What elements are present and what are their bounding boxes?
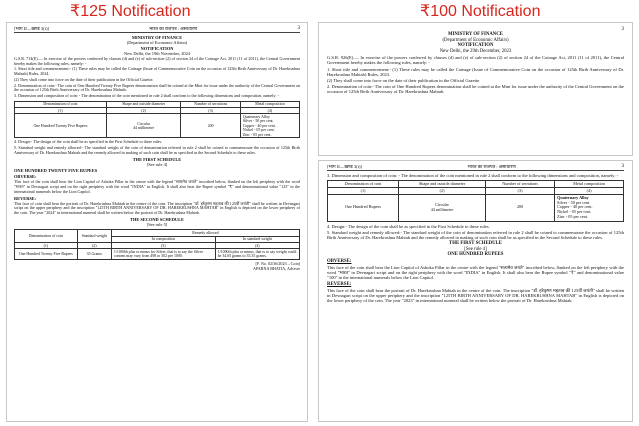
reverse-text: This face of coin shall bear the portrait of Dr. Harekrushna Mahtab in the centre of the coin. The inscription "डॉ. हरेकृष्ण महताब की 125वीं जयंती" shall be written in Devnagari script on the upper periphery and the inscription "125TH BIRTH ANNIVERSARY OF DR. HAREKRUSHNA MAHTAB" in English is depicted on the lower periphery of the coin. The year "2024" in international numeral shall be written below the portrait of Dr. Harekrushna Mahtab.: [14, 200, 300, 216]
column-number: (4): [215, 243, 299, 249]
table-header: Shape and outside diameter: [106, 101, 181, 107]
standard-weight-cell: 1/1000th plus or minus, that is to say weight could be 34.65 grams to 35.35 grams.: [215, 249, 299, 260]
rs125-notification-heading: [70, 2, 190, 21]
metal-line: Zinc - 05 per cent.: [557, 214, 588, 220]
rule-2: 2. Denomination of coin:- The coin of One Hundred Twenty Five Rupees denomination shall be coined at the Mint for issue under the authority of the Central Government on the occasion of 125th Birth Anniversary of Dr. Harekrushna Mahtab.: [14, 82, 300, 93]
heading-text: 100 Notification: [430, 3, 541, 20]
second-schedule-title: THE SECOND SCHEDULE: [130, 216, 184, 222]
gazette-header: [327, 164, 624, 171]
denomination-cell: One Hundred Twenty Five Rupees: [15, 249, 78, 260]
table-number-row: [328, 188, 624, 195]
rule-4: 4. Design:- The design of the coin shall be as specified in the First Schedule to these rules.: [14, 139, 163, 145]
table-header: Number of serrations: [486, 181, 555, 188]
dimension-table: [14, 101, 300, 139]
table-header: Denomination of coin: [15, 101, 107, 107]
gazette-title: भारत का राजपत्र : असाधारण: [149, 26, 198, 31]
denomination-cell: One Hundred Rupees: [328, 195, 399, 222]
column-number: (3): [111, 243, 215, 249]
table-header: Metal composition: [240, 101, 299, 107]
metal-line: Nickel - 05 per cent.: [242, 128, 275, 133]
rule-3: 3. Dimension and composition of coin: - The denomination of the coin mentioned in rule 2 shall conform to the following dimensions and composition, namely: -: [327, 173, 619, 179]
see-rule-4: [See rule 4]: [464, 246, 487, 252]
diameter-value: 44 millimetre: [133, 125, 155, 130]
first-schedule-title: THE FIRST SCHEDULE: [132, 156, 182, 162]
metal-cell: [240, 114, 299, 138]
metal-line: Copper - 40 per cent.: [242, 123, 276, 128]
column-number: (2): [77, 243, 111, 249]
gazette-header: [14, 26, 300, 33]
coin-title: ONE HUNDRED TWENTY FIVE RUPEES: [14, 168, 98, 173]
page-number: 3: [621, 163, 624, 169]
department-title: (Department of Economic Affairs): [126, 40, 188, 46]
notification-date: New Delhi, the 29th December, 2023: [439, 48, 512, 54]
table-header: Shape and outside diameter: [399, 181, 486, 188]
rule-1: 1. Short title and commencement:- (1) These rules may be called the Coinage (Issue of Commemorative Coin on the occasion of 125th Birth Anniversary of Dr. Harekrushna Mahtab) Rules, 2023.: [327, 66, 624, 77]
diameter-value: 44 millimetre: [430, 206, 454, 212]
notification-title: NOTIFICATION: [140, 45, 174, 51]
column-number: (3): [486, 188, 555, 195]
serrations-cell: 200: [486, 195, 555, 222]
table-row: [328, 195, 624, 222]
ministry-title: MINISTRY OF FINANCE: [448, 32, 503, 37]
rs100-notification-page-continued: [318, 160, 633, 422]
table-header: Metal composition: [555, 181, 624, 188]
shape-value: Circular: [435, 201, 449, 207]
gazette-part: [भाग II—खण्ड 3(i)]: [327, 164, 363, 169]
remedy-table: [14, 229, 300, 260]
table-header: In composition: [111, 236, 215, 242]
serrations-cell: 200: [181, 114, 240, 138]
table-header: Remedy allowed: [111, 230, 299, 236]
metal-line: Quaternary Alloy: [557, 194, 589, 200]
ministry-title: MINISTRY OF FINANCE: [131, 35, 183, 41]
table-row: [15, 114, 300, 138]
shape-cell: [399, 195, 486, 222]
obverse-text: This face of the coin shall bear the Lion Capitol of Ashoka Pillar in the centre with the legend "सत्यमेव जयते" inscribed below, flanked on the left periphery with the word "भारत" in Devnagari script and on the right periphery with the word "INDIA" in English. It shall also bear the Rupee symbol "₹" and denominational value "125" in the international numerals below the Lion Capitol.: [14, 179, 300, 194]
metal-line: Copper - 40 per cent.: [557, 204, 593, 210]
composition-cell: 1/1000th plus or minus for Silver, that is to say the Silver content may vary from 498 to 502 per 1000.: [111, 249, 215, 260]
table-header: Denomination of coin: [328, 181, 399, 188]
file-number: [F. No. 02/36/2023 – Coin]: [255, 261, 300, 267]
rs125-notification-page: [6, 22, 308, 422]
rule-5: 5. Standard weight and remedy allowed:- The standard weight of the coin of denomination referred in rule 2 shall be coined to commemorate the occasion of 125th Birth Anniversary of Dr. Harekrushna Mahtab and the remedy allowed in making of such coin shall be as specified in the Second Schedule to these rules.: [14, 145, 300, 155]
table-header-row: [328, 181, 624, 188]
metal-line: Quaternary Alloy: [242, 114, 270, 119]
column-number: (1): [15, 108, 107, 114]
table-header: Standard weight: [77, 230, 111, 243]
rule-1-2: (2) They shall come into force on the date of their publication in the Official Gazette.: [14, 76, 154, 82]
reverse-text: This face of the coin shall bear the portrait of Dr. Harekrushna Mahtab in the centre of the coin. The inscription "डॉ. हरेकृष्ण महताब की 125वीं जयंती" shall be written in Devnagari script on the upper periphery and the inscription "125TH BIRTH ANNIVERSARY OF DR. HAREKRUSHNA MAHTAB" in English is depicted on the lower periphery of the coin. The year "2023" in international numeral shall be written below the portrait of Dr. Harekrushna Mahtab.: [327, 288, 624, 304]
reverse-label: REVERSE:: [14, 195, 37, 201]
notification-title: NOTIFICATION: [457, 43, 494, 49]
rupee-symbol: ₹: [420, 1, 431, 20]
department-title: (Department of Economic Affairs): [442, 37, 509, 43]
rs100-notification-heading: [420, 2, 540, 21]
obverse-label: OBVERSE:: [14, 174, 37, 180]
metal-cell: [555, 195, 624, 222]
signatory: APARNA BHATIA, Adviser: [252, 266, 300, 272]
table-header: Number of serrations: [181, 101, 240, 107]
denomination-cell: One Hundred Twenty Five Rupees: [15, 114, 107, 138]
gazette-title: भारत का राजपत्र : असाधारण: [467, 164, 516, 169]
dimension-table: [327, 180, 624, 221]
column-number: (4): [240, 108, 299, 114]
see-rule-5: [See rule 5]: [146, 222, 168, 228]
shape-cell: [106, 114, 181, 138]
metal-line: Silver - 50 per cent.: [557, 199, 591, 205]
coin-title: ONE HUNDRED RUPEES: [447, 252, 504, 258]
page-number: 3: [297, 25, 300, 31]
page-number: 3: [621, 26, 624, 32]
column-number: (1): [15, 243, 78, 249]
notification-date: New Delhi, the 19th November, 2024: [123, 50, 191, 56]
intro-paragraph: G.S.R. 926(E).— In exercise of the powers conferred by clauses (d) and (e) of sub-section (2) of section 24 of the Coinage Act, 2011 (11 of 2011), the Central Government hereby makes the following rules, namely: -: [327, 55, 624, 66]
rule-2: 2. Denomination of coin:- The coin of One Hundred Rupees denomination shall be coined at the Mint for issue under the authority of the Central Government on the occasion of 125th Birth Anniversary of Dr. Harekrushna Mahtab.: [327, 83, 624, 94]
table-row: [15, 249, 300, 260]
table-header: Denomination of coin: [15, 230, 78, 243]
metal-line: Nickel - 05 per cent.: [557, 209, 592, 215]
reverse-label: REVERSE:: [327, 281, 352, 287]
obverse-text: This face of the coin shall bear the Lion Capitol of Ashoka Pillar in the centre with the legend "सत्यमेव जयते" inscribed below, flanked on the left periphery with the word "भारत" in Devnagari script and on the right periphery with the word "INDIA" in English. It shall also bear the Rupee symbol "₹" and denominational value "100" in the international numerals below the Lion Capitol.: [327, 265, 624, 281]
shape-value: Circular: [137, 121, 151, 126]
obverse-label: OBVERSE:: [327, 258, 352, 264]
rule-5: 5. Standard weight and remedy allowed:- The standard weight of the coin of denomination referred in rule 2 shall be coined to commemorate the occasion of 125th Birth Anniversary of Dr. Harekrushna Mahtab and the remedy allowed in making of such coin shall be as specified in the Second Schedule to these rules.: [327, 229, 624, 240]
heading-text: 125 Notification: [80, 3, 191, 20]
weight-cell: 35 Grams: [77, 249, 111, 260]
column-number: (2): [106, 108, 181, 114]
see-rule-4: [See rule 4]: [146, 161, 168, 167]
gazette-part: [भाग II—खण्ड 3(i)]: [14, 26, 50, 31]
column-number: (1): [328, 188, 399, 195]
metal-line: Silver - 50 per cent.: [242, 119, 274, 124]
rule-4: 4. Design:- The design of the coin shall be as specified in the First Schedule to these rules.: [327, 223, 490, 229]
rule-1-2: (2) They shall come into force on the date of their publication in the Official Gazette.: [327, 77, 481, 83]
intro-paragraph: G.S.R. 714(E).— In exercise of the powers conferred by clauses (d) and (e) of sub-section (2) of section 24 of the Coinage Act, 2011 (11 of 2011), the Central Government hereby makes the following rules, namely: -: [14, 56, 300, 66]
rs100-notification-page-top: [318, 22, 633, 156]
rupee-symbol: ₹: [70, 1, 81, 20]
column-number: (2): [399, 188, 486, 195]
first-schedule-title: THE FIRST SCHEDULE: [449, 240, 502, 246]
metal-line: Zinc - 05 per cent.: [242, 132, 272, 137]
column-number: (3): [181, 108, 240, 114]
column-number: (4): [555, 188, 624, 195]
rule-1: 1. Short title and commencement:- (1) These rules may be called the Coinage (Issue of Commemorative Coin on the occasion of 125th Birth Anniversary of Dr. Harekrushna Mahtab) Rules, 2024.: [14, 66, 300, 77]
rule-3: 3. Dimension and composition of coin: - The denomination of the coin mentioned in rule 2 shall conform to the following dimensions and composition, namely: -: [14, 92, 279, 98]
table-header: In standard weight: [215, 236, 299, 242]
